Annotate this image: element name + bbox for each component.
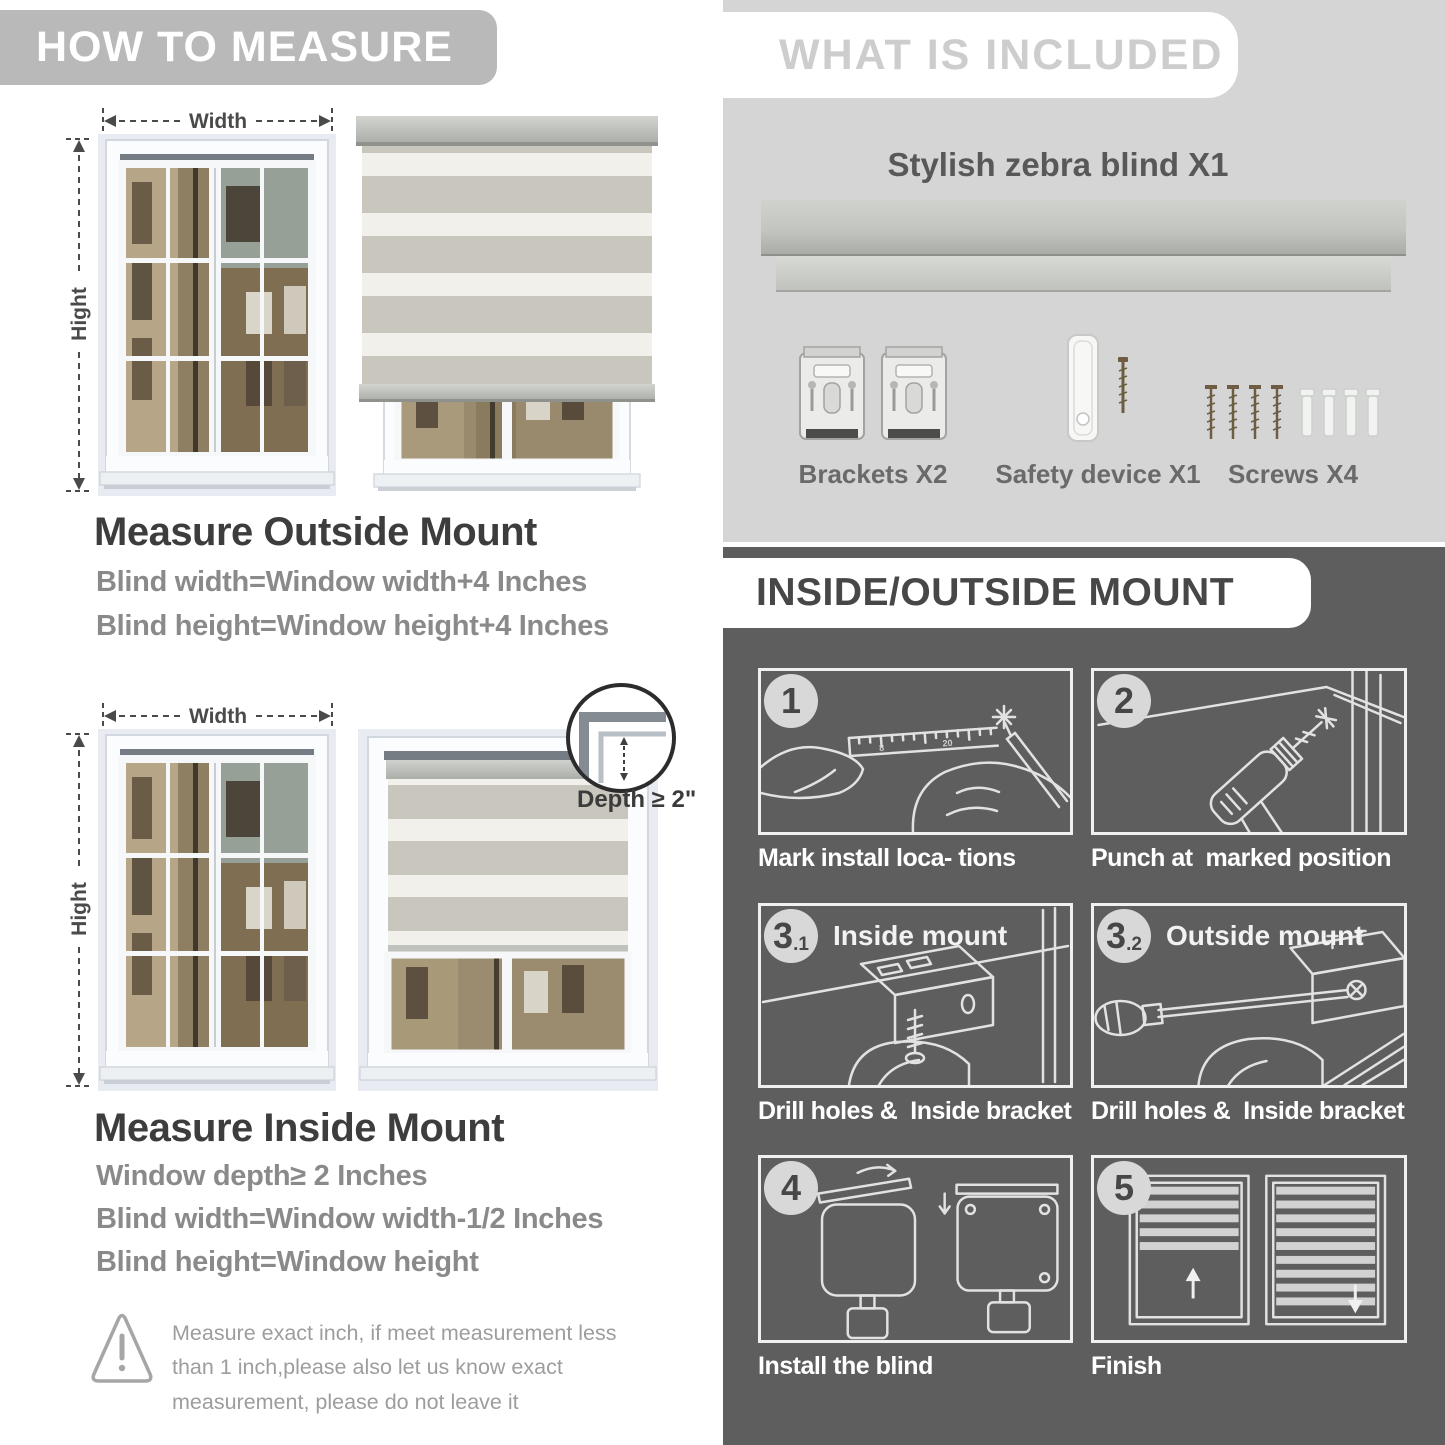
included-item-safety-device (993, 333, 1203, 490)
step-panel-4 (758, 1155, 1073, 1381)
depth-magnifier-icon (566, 683, 676, 793)
step-1-caption: Mark install loca- tions (758, 844, 1016, 872)
step-panel-5 (1091, 1155, 1407, 1381)
zebra-blind-outside-mount (356, 116, 658, 502)
step-panel-3-1 (758, 903, 1073, 1126)
step-4-caption: Install the blind (758, 1352, 933, 1380)
included-item-screws (1193, 333, 1393, 490)
outside-mount-label: Outside mount (1166, 920, 1364, 951)
step-3-1-badge: 3 .1 (764, 909, 818, 963)
height-arrow-inside (66, 731, 92, 1089)
step-3-1-caption: Drill holes & Inside bracket (758, 1097, 1072, 1125)
product-label: Stylish zebra blind X1 (887, 146, 1229, 183)
step-2-badge: 2 (1097, 674, 1151, 728)
what-is-included-header: WHAT IS INCLUDED (723, 12, 1238, 98)
svg-text:Hight: Hight (68, 287, 91, 341)
step-1-badge: 1 (764, 674, 818, 728)
screws-icon (1193, 333, 1393, 445)
safety-device-icon (993, 333, 1203, 445)
step-3-2-badge: 3 .2 (1097, 909, 1151, 963)
step-2-caption: Punch at marked position (1091, 844, 1392, 872)
svg-text:Width: Width (188, 705, 248, 728)
inside-mount-title: Measure Inside Mount (94, 1106, 505, 1150)
mount-guide-header: INSIDE/OUTSIDE MOUNT (723, 558, 1311, 628)
how-to-measure-header (0, 10, 497, 85)
measurement-warning-text: Measure exact inch, if meet measurement less than 1 inch,please also let us know exact measurement, please do not leave it (172, 1321, 617, 1414)
mount-guide-panel (723, 547, 1445, 1445)
warning-triangle-icon (90, 1310, 154, 1390)
how-to-measure-title: HOW TO MEASURE (36, 23, 453, 71)
width-arrow-inside (100, 703, 335, 729)
window-photo-inside (98, 729, 336, 1091)
outside-mount-title: Measure Outside Mount (94, 510, 537, 554)
inside-mount-line2: Blind width=Window width-1/2 Inches (96, 1203, 604, 1235)
step-panel-2 (1091, 668, 1407, 873)
step-panel-3-2 (1091, 903, 1407, 1126)
step-5-caption: Finish (1091, 1352, 1162, 1380)
headrail-image (761, 200, 1406, 292)
step-4-badge: 4 (764, 1161, 818, 1215)
what-is-included-panel (723, 0, 1445, 542)
brackets-label: Brackets X2 (798, 459, 948, 489)
depth-requirement-label: Depth ≥ 2" (577, 786, 697, 813)
inside-mount-line3: Blind height=Window height (96, 1246, 479, 1278)
inside-mount-line1: Window depth≥ 2 Inches (96, 1160, 428, 1192)
outside-mount-line1: Blind width=Window width+4 Inches (96, 566, 587, 598)
step-3-2-caption: Drill holes & Inside bracket (1091, 1097, 1405, 1125)
included-item-brackets (763, 333, 983, 490)
outside-mount-line2: Blind height=Window height+4 Inches (96, 610, 609, 642)
svg-text:Hight: Hight (68, 882, 91, 936)
safety-device-label: Safety device X1 (995, 459, 1201, 489)
step-panel-1 (758, 668, 1073, 873)
brackets-icon (763, 333, 983, 445)
svg-text:Width: Width (188, 110, 248, 133)
screws-label: Screws X4 (1227, 459, 1359, 489)
height-arrow-outside (66, 136, 92, 494)
svg-text:8: 8 (878, 742, 885, 753)
step-5-badge: 5 (1097, 1161, 1151, 1215)
width-arrow-outside (100, 108, 335, 134)
window-photo-outside (98, 134, 336, 496)
svg-text:20: 20 (942, 737, 953, 749)
inside-mount-label: Inside mount (833, 920, 1008, 951)
